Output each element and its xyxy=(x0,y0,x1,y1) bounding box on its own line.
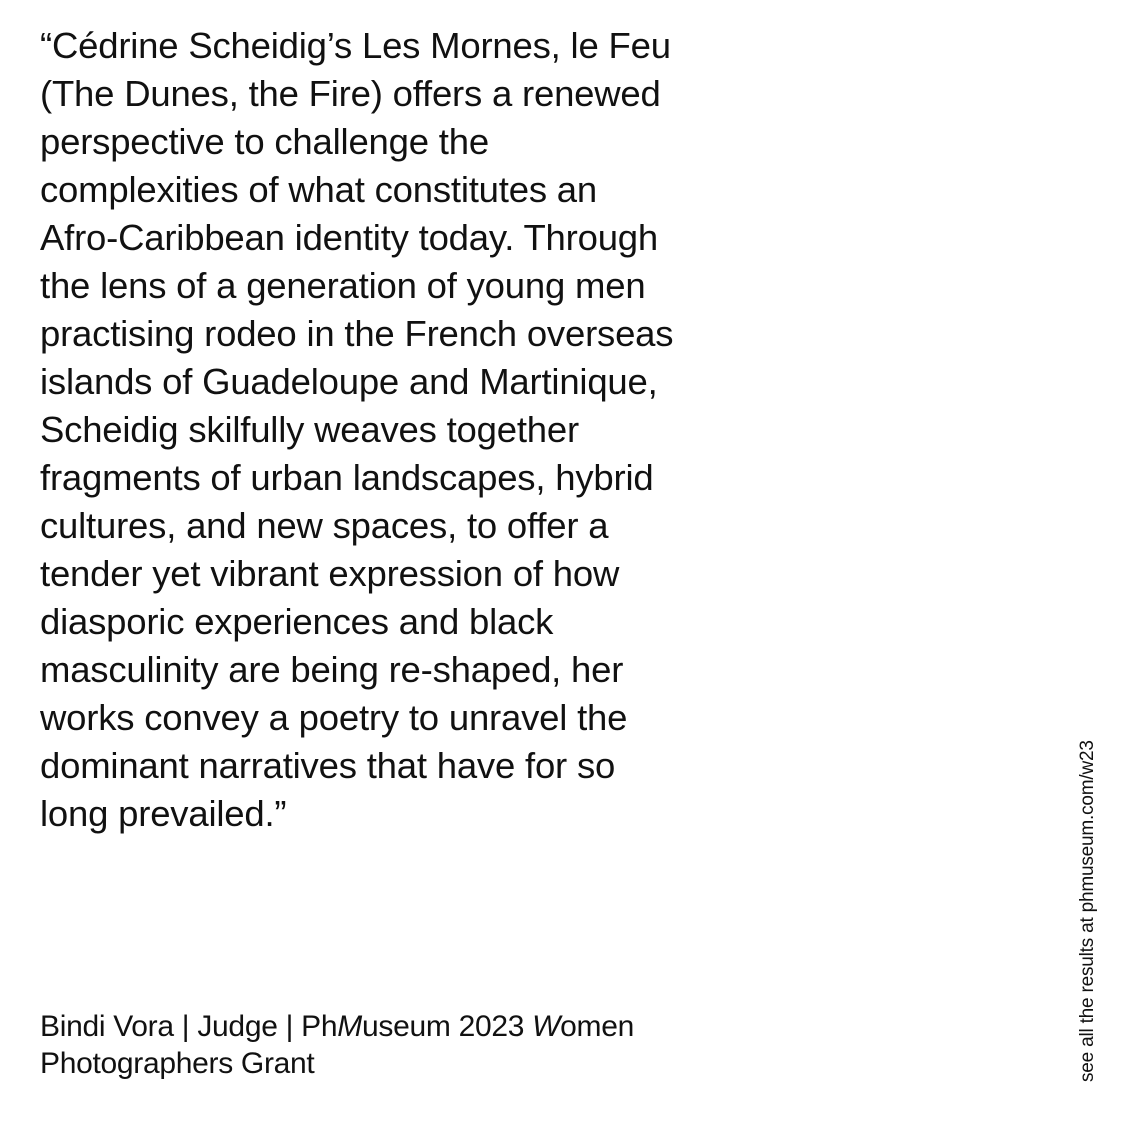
quote-line: dominant narratives that have for so xyxy=(40,745,616,786)
quote-line: Afro-Caribbean identity today. Through xyxy=(40,217,658,258)
quote-line: (The Dunes, the Fire) offers a renewed xyxy=(40,73,661,114)
quote-line: tender yet vibrant expression of how xyxy=(40,553,620,594)
quote-line: fragments of urban landscapes, hybrid xyxy=(40,457,654,498)
quote-line: “Cédrine Scheidig’s Les Mornes, le Feu xyxy=(40,25,671,66)
grant-suffix: omen xyxy=(560,1010,635,1043)
quote-line: masculinity are being re-shaped, her xyxy=(40,649,624,690)
separator: | xyxy=(173,1010,198,1043)
attribution-line-2: Photographers Grant xyxy=(40,1047,315,1080)
attribution-line-1 xyxy=(40,1008,840,1045)
judge-name: Bindi Vora xyxy=(40,1010,174,1043)
judge-role: Judge xyxy=(197,1010,278,1043)
grant-mark: W xyxy=(532,1010,561,1043)
org-suffix: useum 2023 xyxy=(361,1010,533,1043)
quote-line: practising rodeo in the French overseas xyxy=(40,313,674,354)
attribution xyxy=(40,1008,840,1082)
quote-line: the lens of a generation of young men xyxy=(40,265,646,306)
quote-line: complexities of what constitutes an xyxy=(40,169,598,210)
quote-text xyxy=(40,22,800,838)
quote-line: diasporic experiences and black xyxy=(40,601,554,642)
quote-line: works convey a poetry to unravel the xyxy=(40,697,628,738)
quote-line: Scheidig skilfully weaves together xyxy=(40,409,579,450)
quote-line: islands of Guadeloupe and Martinique, xyxy=(40,361,658,402)
org-prefix: Ph xyxy=(301,1010,338,1043)
quote-line: perspective to challenge the xyxy=(40,121,489,162)
separator: | xyxy=(277,1010,302,1043)
quote-line: long prevailed.” xyxy=(40,793,287,834)
quote-line: cultures, and new spaces, to offer a xyxy=(40,505,609,546)
org-mark: M xyxy=(337,1010,362,1043)
results-link-note: see all the results at phmuseum.com/w23 xyxy=(1077,740,1098,1082)
